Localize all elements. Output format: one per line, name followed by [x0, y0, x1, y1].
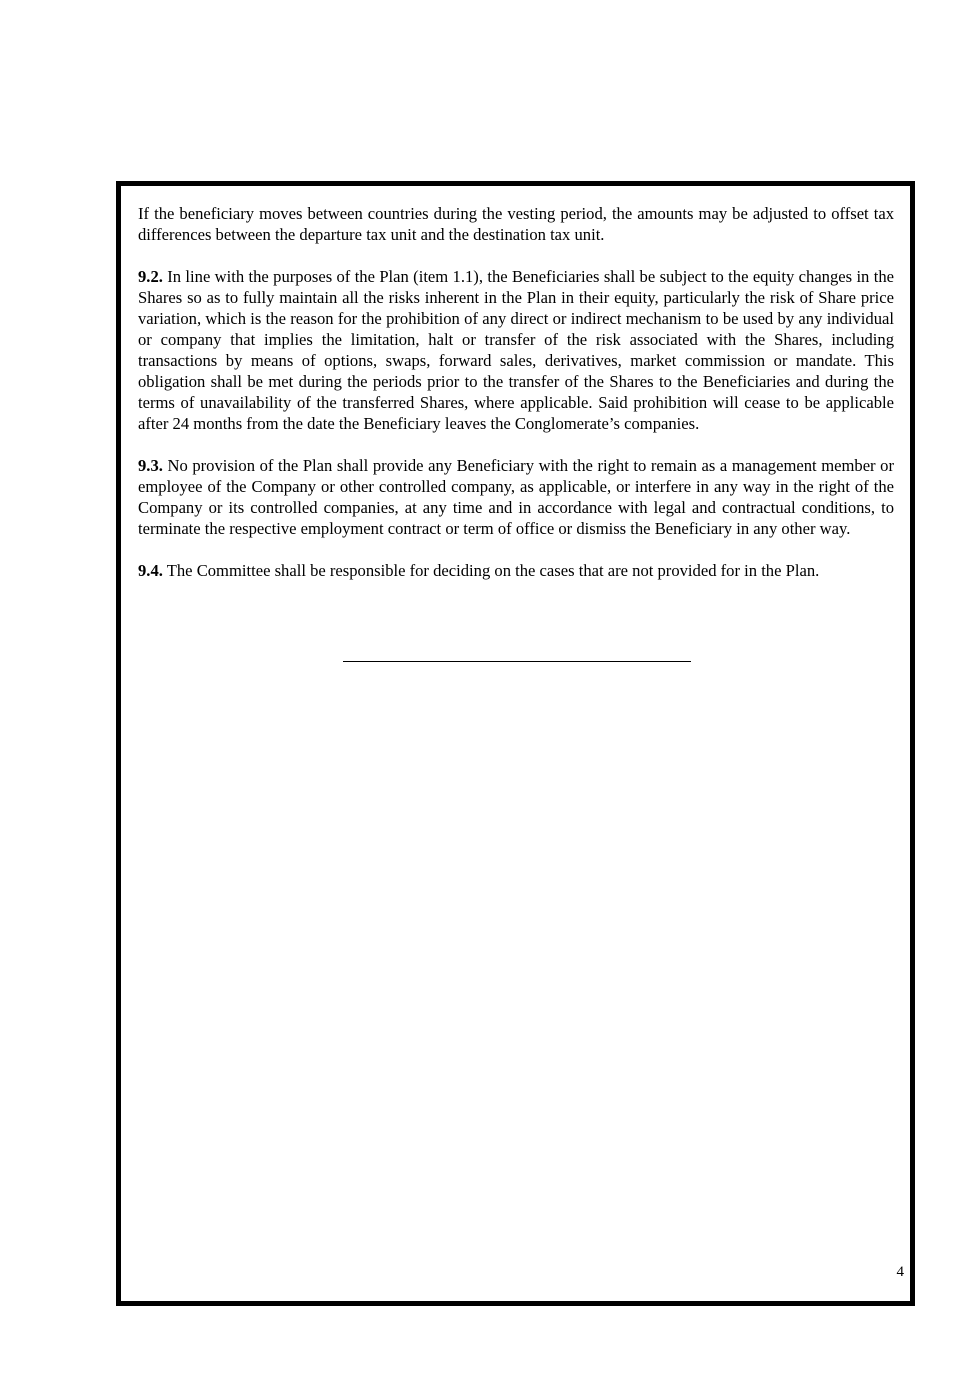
- clause-number: 9.4.: [138, 561, 163, 580]
- page-frame: [116, 181, 915, 1306]
- clause-9-3: [138, 455, 894, 539]
- clause-9-4: [138, 560, 894, 581]
- intro-paragraph: If the beneficiary moves between countries during the vesting period, the amounts may be adjusted to offset tax differences between the departure tax unit and the destination tax unit.: [138, 204, 894, 244]
- section-separator-line: [343, 661, 691, 662]
- clause-text: The Committee shall be responsible for deciding on the cases that are not provided for in the Plan.: [166, 561, 820, 580]
- clause-text: No provision of the Plan shall provide any Beneficiary with the right to remain as a management member or employee of the Company or other controlled company, as applicable, or interfere in any way in the right of the Company or its controlled companies, at any time and in accordance with legal and contractual conditions, to terminate the respective employment contract or term of office or dismiss the Beneficiary in any other way.: [138, 456, 894, 538]
- document-body: [138, 203, 894, 602]
- page-number: 4: [896, 1264, 904, 1280]
- clause-text: In line with the purposes of the Plan (item 1.1), the Beneficiaries shall be subject to the equity changes in the Shares so as to fully maintain all the risks inherent in the Plan in their equity, particularly the risk of Share price variation, which is the reason for the prohibition of any direct or indirect mechanism to be used by any individual or company that implies the limitation, halt or transfer of the risk associated with the Shares, including transactions by means of options, swaps, forward sales, derivatives, market commission or mandate. This obligation shall be met during the periods prior to the transfer of the Shares to the Beneficiaries and during the terms of unavailability of the transferred Shares, where applicable. Said prohibition will cease to be applicable after 24 months from the date the Beneficiary leaves the Conglomerate’s companies.: [138, 267, 894, 433]
- clause-9-2: [138, 266, 894, 434]
- clause-number: 9.3.: [138, 456, 163, 475]
- clause-number: 9.2.: [138, 267, 163, 286]
